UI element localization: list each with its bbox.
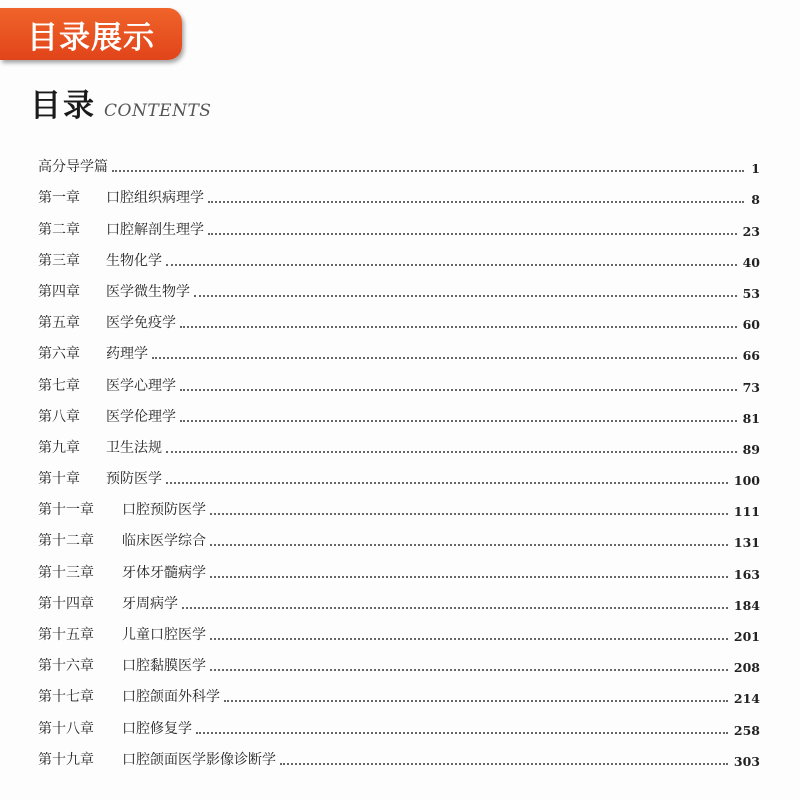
toc-chapter-number: 第一章 xyxy=(38,190,80,207)
toc-chapter-title: 高分导学篇 xyxy=(38,159,108,176)
dot-leader xyxy=(112,170,744,172)
toc-entry-label xyxy=(38,406,176,426)
toc-row xyxy=(38,706,760,737)
toc-chapter-number: 第十三章 xyxy=(38,564,94,581)
dot-leader xyxy=(182,607,728,609)
dot-leader xyxy=(180,326,737,328)
toc-row xyxy=(38,145,760,176)
toc-chapter-title: 药理学 xyxy=(106,346,148,363)
toc-row xyxy=(38,332,760,363)
toc-entry-label xyxy=(38,624,206,644)
toc-chapter-number: 第二章 xyxy=(38,221,80,238)
dot-leader xyxy=(166,482,728,484)
toc-chapter-number: 第四章 xyxy=(38,283,80,300)
dot-leader xyxy=(208,201,744,203)
toc-page-number: 60 xyxy=(742,317,760,333)
toc-row xyxy=(38,644,760,675)
toc-chapter-title: 牙体牙髓病学 xyxy=(122,564,206,581)
toc-page-number: 303 xyxy=(733,753,760,769)
toc-chapter-number: 第九章 xyxy=(38,439,80,456)
toc-row xyxy=(38,738,760,769)
toc-entry-label xyxy=(38,686,220,706)
toc-page-number: 23 xyxy=(742,223,760,239)
toc-row xyxy=(38,363,760,394)
toc-chapter-title: 临床医学综合 xyxy=(122,533,206,550)
dot-leader xyxy=(224,700,728,702)
toc-chapter-title: 预防医学 xyxy=(106,471,162,488)
toc-chapter-number: 第十六章 xyxy=(38,658,94,675)
toc-chapter-title: 口腔预防医学 xyxy=(122,502,206,519)
toc-entry-label xyxy=(38,499,206,519)
toc-row xyxy=(38,270,760,301)
toc-chapter-number: 第三章 xyxy=(38,252,80,269)
toc-page-number: 208 xyxy=(733,660,760,676)
toc-entry-label xyxy=(38,749,276,769)
toc-page-number: 81 xyxy=(742,410,760,426)
toc-chapter-number: 第十一章 xyxy=(38,502,94,519)
toc-entry-label xyxy=(38,593,178,613)
toc-row xyxy=(38,176,760,207)
toc-chapter-title: 儿童口腔医学 xyxy=(122,627,206,643)
toc-page-number: 258 xyxy=(733,722,760,738)
toc-row xyxy=(38,488,760,519)
dot-leader xyxy=(208,233,737,235)
toc-page-number: 53 xyxy=(742,285,760,301)
dot-leader xyxy=(210,669,728,671)
toc-entry-label xyxy=(38,156,108,176)
toc-page-number: 8 xyxy=(751,192,760,208)
dot-leader xyxy=(166,264,737,266)
toc-chapter-title: 口腔黏膜医学 xyxy=(122,658,206,675)
toc-entry-label xyxy=(38,562,206,582)
toc-entry-label xyxy=(38,655,206,675)
dot-leader xyxy=(210,576,728,578)
banner-label: 目录展示 xyxy=(27,19,155,56)
toc-page-number: 131 xyxy=(733,535,760,551)
toc-chapter-title: 牙周病学 xyxy=(122,595,178,612)
contents-title: 目录 xyxy=(30,88,96,124)
toc-entry-label xyxy=(38,312,176,332)
toc-chapter-number: 第五章 xyxy=(38,315,80,332)
toc-entry-label xyxy=(38,187,204,207)
toc-chapter-number: 第十八章 xyxy=(38,720,94,737)
toc-row xyxy=(38,675,760,706)
dot-leader xyxy=(180,420,737,422)
toc-chapter-title: 口腔颌面外科学 xyxy=(122,689,220,706)
toc-chapter-title: 卫生法规 xyxy=(106,439,162,456)
toc-chapter-number: 第十七章 xyxy=(38,689,94,706)
dot-leader xyxy=(280,763,728,765)
toc-page-number: 73 xyxy=(742,379,760,395)
toc-chapter-title: 医学微生物学 xyxy=(106,283,190,300)
dot-leader xyxy=(180,389,737,391)
toc-chapter-title: 医学免疫学 xyxy=(106,315,176,332)
toc-page-number: 201 xyxy=(733,629,760,644)
toc-chapter-title: 医学伦理学 xyxy=(106,408,176,425)
toc-entry-label xyxy=(38,219,204,239)
dot-leader xyxy=(152,357,737,359)
dot-leader xyxy=(210,638,728,640)
toc-page-number: 184 xyxy=(733,597,760,613)
dot-leader xyxy=(196,732,728,734)
toc-entry-label xyxy=(38,530,206,550)
toc-chapter-title: 口腔颌面医学影像诊断学 xyxy=(122,751,276,768)
toc-chapter-number: 第十二章 xyxy=(38,533,94,550)
toc-row xyxy=(38,582,760,613)
toc-entry-label xyxy=(38,375,176,395)
toc-row xyxy=(38,550,760,581)
toc-row xyxy=(38,457,760,488)
toc-chapter-number: 第十四章 xyxy=(38,595,94,612)
toc-row xyxy=(38,207,760,238)
toc-row xyxy=(38,426,760,457)
contents-subtitle: CONTENTS xyxy=(104,101,212,121)
toc-page-number: 40 xyxy=(742,254,760,270)
catalog-banner xyxy=(0,8,182,60)
toc-chapter-number: 第七章 xyxy=(38,377,80,394)
toc-page-number: 163 xyxy=(733,566,760,582)
toc-entry-label xyxy=(38,718,192,738)
toc-page-number: 1 xyxy=(751,161,760,177)
toc-chapter-number: 第十五章 xyxy=(38,627,94,643)
toc-page-number: 214 xyxy=(733,691,760,707)
dot-leader xyxy=(194,295,737,297)
toc-chapter-number: 第六章 xyxy=(38,346,80,363)
toc-row xyxy=(38,613,760,644)
dot-leader xyxy=(166,451,737,453)
toc-chapter-title: 口腔解剖生理学 xyxy=(106,221,204,238)
toc-chapter-number: 第八章 xyxy=(38,408,80,425)
toc-row xyxy=(38,239,760,270)
toc-entry-label xyxy=(38,437,162,457)
toc-entry-label xyxy=(38,250,162,270)
toc-row xyxy=(38,301,760,332)
table-of-contents xyxy=(38,145,760,769)
dot-leader xyxy=(210,544,728,546)
toc-page-number: 66 xyxy=(742,348,760,364)
dot-leader xyxy=(210,513,728,515)
toc-page-number: 111 xyxy=(733,504,760,520)
toc-chapter-title: 医学心理学 xyxy=(106,377,176,394)
toc-entry-label xyxy=(38,343,148,363)
toc-entry-label xyxy=(38,468,162,488)
toc-row xyxy=(38,519,760,550)
toc-chapter-title: 生物化学 xyxy=(106,252,162,269)
toc-page-number: 100 xyxy=(733,473,760,489)
toc-entry-label xyxy=(38,281,190,301)
toc-chapter-title: 口腔修复学 xyxy=(122,720,192,737)
toc-chapter-number: 第十九章 xyxy=(38,751,94,768)
contents-heading xyxy=(30,80,211,125)
toc-chapter-title: 口腔组织病理学 xyxy=(106,190,204,207)
toc-page-number: 89 xyxy=(742,441,760,457)
toc-chapter-number: 第十章 xyxy=(38,471,80,488)
toc-row xyxy=(38,395,760,426)
